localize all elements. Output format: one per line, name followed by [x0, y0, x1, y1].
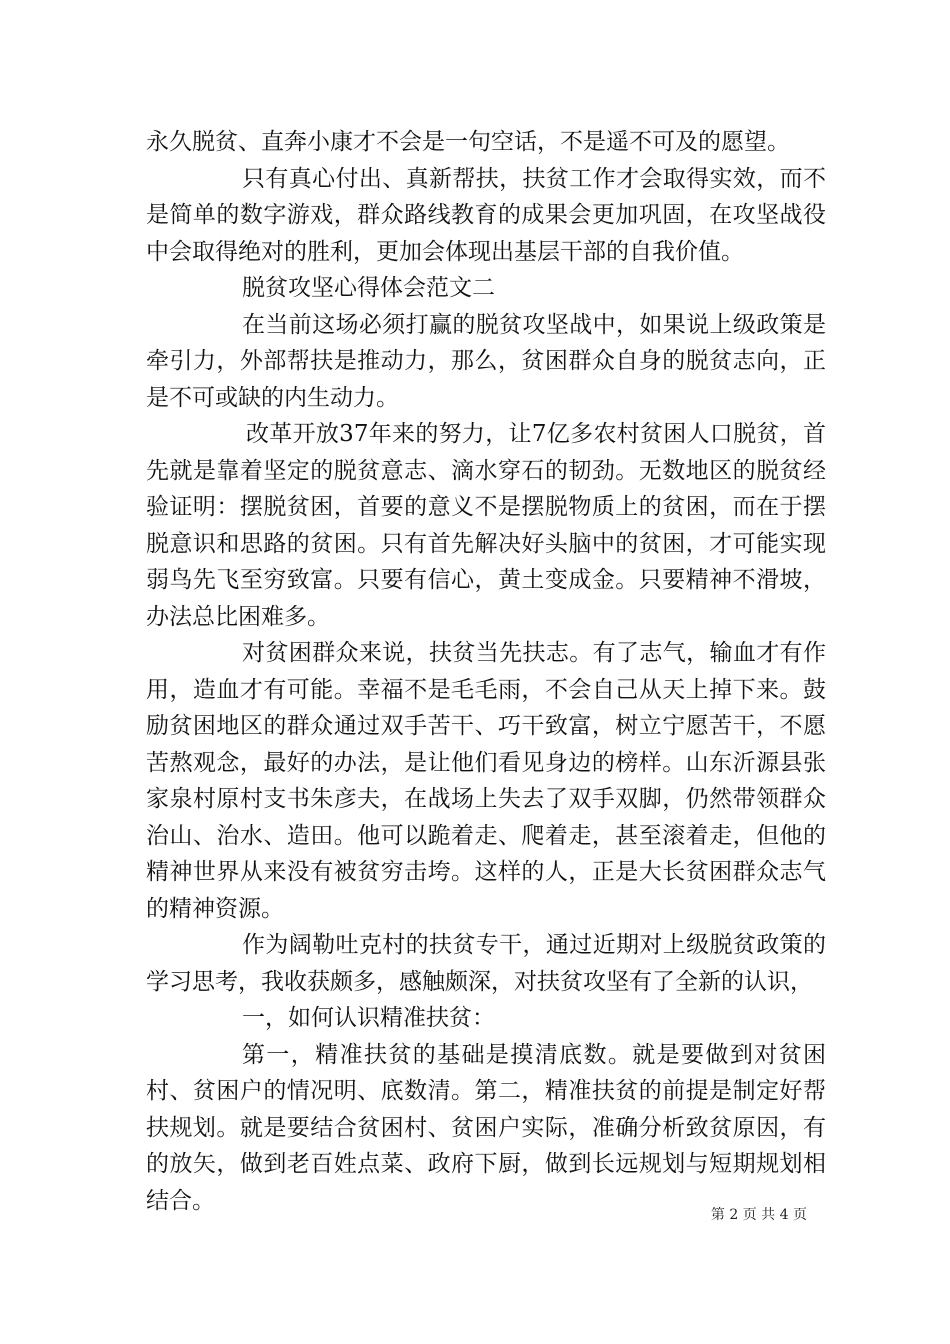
paragraph-support-ambition: 对贫困群众来说，扶贫当先扶志。有了志气，输血才有作用，造血才有可能。幸福不是毛毛雨，不会自己从天上掉下来。鼓励贫困地区的群众通过双手苦干、巧干致富，树立宁愿苦干，不愿苦熬观念，最好的办法，是让他们看见身边的榜样。山东沂源县张家泉村原村支书朱彦夫，在战场上失去了双手双脚，仍然带领群众治山、治水、造田。他可以跪着走、爬着走，甚至滚着走，但他的精神世界从来没有被贫穷击垮。这样的人，正是大长贫困群众志气的精神资源。 — [146, 640, 826, 922]
paragraph-continuation: 永久脱贫、直奔小康才不会是一句空话，不是遥不可及的愿望。 — [146, 129, 790, 155]
paragraph-poverty-officer: 作为阔勒吐克村的扶贫专干，通过近期对上级脱贫政策的学习思考，我收获颇多，感触颇深，对扶贫攻坚有了全新的认识， — [146, 932, 826, 995]
paragraph-sincere-help: 只有真心付出、真新帮扶，扶贫工作才会取得实效，而不是简单的数字游戏，群众路线教育的成果会更加巩固，在攻坚战役中会取得绝对的胜利，更加会体现出基层干部的自我价值。 — [146, 165, 826, 265]
document-body — [146, 124, 826, 1219]
paragraph-reform-opening: 改革开放37年来的努力，让7亿多农村贫困人口脱贫，首先就是靠着坚定的脱贫意志、滴水穿石的韧劲。无数地区的脱贫经验证明：摆脱贫困，首要的意义不是摆脱物质上的贫困，而在于摆脱意识和思路的贫困。只有首先解决好头脑中的贫困，才可能实现弱鸟先飞至穷致富。只要有信心，黄土变成金。只要精神不滑坡，办法总比困难多。 — [146, 421, 826, 630]
paragraph-internal-motivation: 在当前这场必须打赢的脱贫攻坚战中，如果说上级政策是牵引力，外部帮扶是推动力，那么，贫困群众自身的脱贫志向，正是不可或缺的内生动力。 — [146, 311, 826, 411]
section-heading-essay-two: 脱贫攻坚心得体会范文二 — [242, 275, 495, 301]
paragraph-precision-basics: 第一，精准扶贫的基础是摸清底数。就是要做到对贫困村、贫困户的情况明、底数清。第二，精准扶贫的前提是制定好帮扶规划。就是要结合贫困村、贫困户实际，准确分析致贫原因，有的放矢，做到老百姓点菜、政府下厨，做到长远规划与短期规划相结合。 — [146, 1041, 826, 1214]
page-number-footer: 第 2 页 共 4 页 — [710, 1207, 807, 1223]
section-heading-precision-poverty: 一，如何认识精准扶贫： — [242, 1005, 495, 1031]
